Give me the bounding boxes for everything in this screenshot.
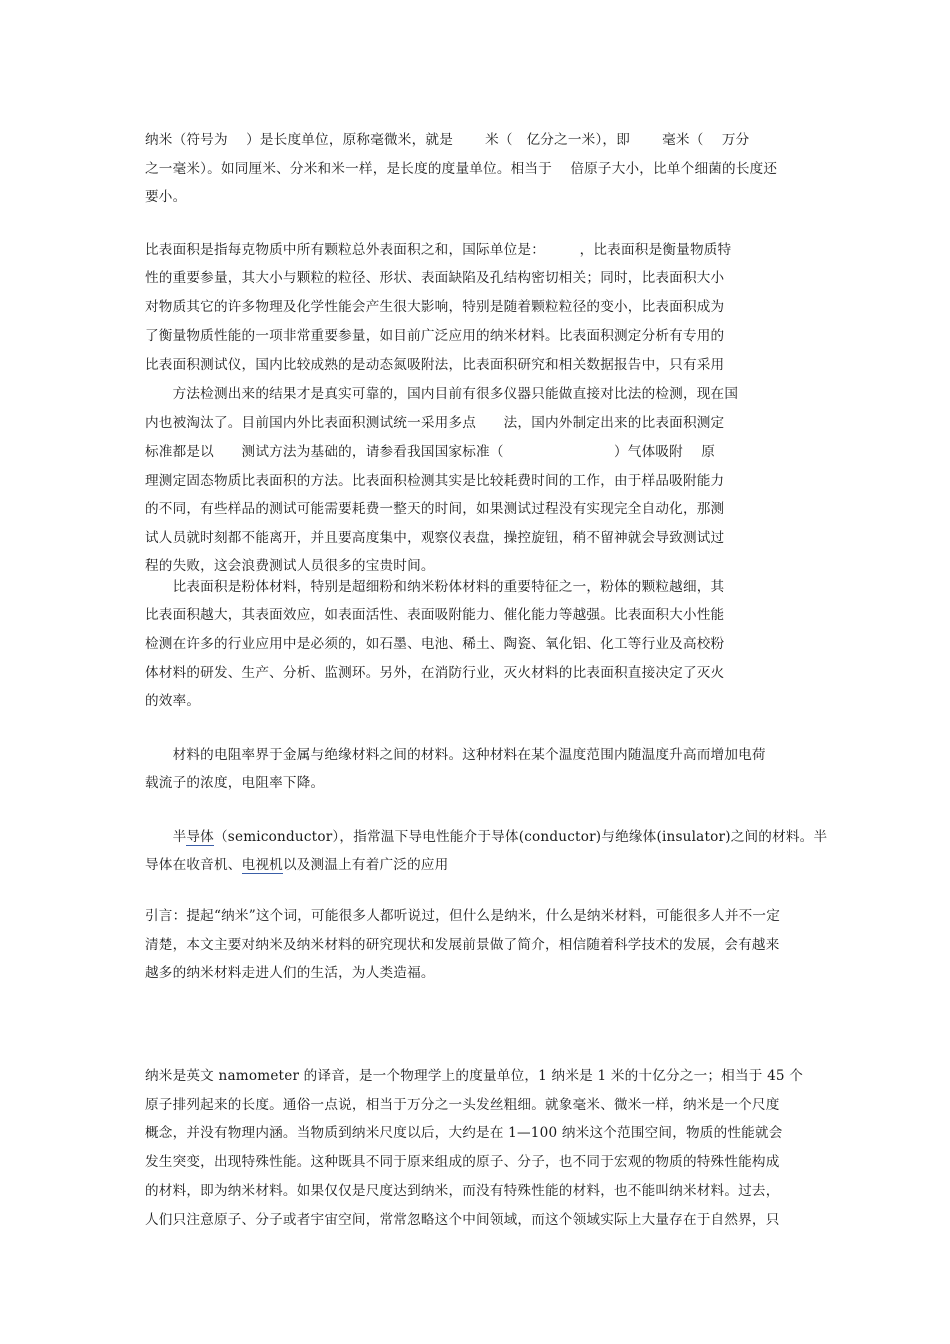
text-line: 比表面积是指每克物质中所有颗粒总外表面积之和，国际单位是： ，比表面积是衡量物质特 — [145, 242, 732, 258]
semiconductor-link[interactable]: 导体 — [186, 829, 214, 845]
text-line: 的不同，有些样品的测试可能需要耗费一整天的时间，如果测试过程没有实现完全自动化，那测 — [145, 501, 725, 517]
text-line: 材料的电阻率界于金属与绝缘材料之间的材料。这种材料在某个温度范围内随温度升高而增加电荷 — [145, 747, 766, 763]
text-line: 标准都是以 测试方法为基础的，请参看我国国家标准（ ）气体吸附 原 — [145, 444, 716, 460]
text-run: （semiconductor），指常温下导电性能介于导体(conductor)与绝缘体(insulator)之间的材料。半 — [213, 829, 828, 845]
text-line: 内也被淘汰了。目前国内外比表面积测试统一采用多点 法，国内外制定出来的比表面积测定 — [145, 415, 725, 431]
text-line: 检测在许多的行业应用中是必须的，如石墨、电池、稀土、陶瓷、氧化铝、化工等行业及高校粉 — [145, 636, 725, 652]
text-line — [145, 855, 448, 875]
text-line: 方法检测出来的结果才是真实可靠的，国内目前有很多仪器只能做直接对比法的检测，现在国 — [145, 386, 739, 402]
text-line: 纳米（符号为 ）是长度单位，原称毫微米，就是 米（ 亿分之一米），即 毫米（ 万分 — [145, 132, 750, 148]
text-line: 体材料的研发、生产、分析、监测环。另外，在消防行业，灭火材料的比表面积直接决定了灭火 — [145, 665, 725, 681]
text-line: 的材料，即为纳米材料。如果仅仅是尺度达到纳米，而没有特殊性能的材料，也不能叫纳米材料。过去， — [145, 1183, 780, 1199]
text-line: 比表面积越大，其表面效应，如表面活性、表面吸附能力、催化能力等越强。比表面积大小性能 — [145, 607, 725, 623]
text-line: 对物质其它的许多物理及化学性能会产生很大影响，特别是随着颗粒粒径的变小，比表面积成为 — [145, 299, 725, 315]
text-run: 半 — [145, 829, 187, 845]
text-run: 以及测温上有着广泛的应用 — [282, 857, 449, 873]
text-line: 试人员就时刻都不能离开，并且要高度集中，观察仪表盘，操控旋钮，稍不留神就会导致测试过 — [145, 530, 725, 546]
text-line: 比表面积是粉体材料，特别是超细粉和纳米粉体材料的重要特征之一，粉体的颗粒越细，其 — [145, 579, 725, 595]
text-line: 纳米是英文 namometer 的译音，是一个物理学上的度量单位，1 纳米是 1 米的十亿分之一；相当于 45 个 — [145, 1068, 804, 1084]
text-line: 性的重要参量，其大小与颗粒的粒径、形状、表面缺陷及孔结构密切相关；同时，比表面积大小 — [145, 270, 725, 286]
text-run: 导体在收音机、 — [145, 857, 242, 873]
text-line: 人们只注意原子、分子或者宇宙空间，常常忽略这个中间领域，而这个领域实际上大量存在于自然界，只 — [145, 1212, 780, 1228]
text-line: 原子排列起来的长度。通俗一点说，相当于万分之一头发丝粗细。就象毫米、微米一样，纳米是一个尺度 — [145, 1097, 780, 1113]
text-line: 程的失败，这会浪费测试人员很多的宝贵时间。 — [145, 558, 435, 574]
text-line: 之一毫米）。如同厘米、分米和米一样，是长度的度量单位。相当于 倍原子大小，比单个细菌的长度还 — [145, 161, 778, 177]
text-line: 的效率。 — [145, 693, 201, 709]
text-line: 清楚，本文主要对纳米及纳米材料的研究现状和发展前景做了简介，相信随着科学技术的发展，会有越来 — [145, 937, 780, 953]
text-line: 比表面积测试仪，国内比较成熟的是动态氮吸附法，比表面积研究和相关数据报告中，只有采用 — [145, 357, 725, 373]
television-link[interactable]: 电视机 — [241, 857, 283, 873]
text-line: 引言：提起“纳米”这个词，可能很多人都听说过，但什么是纳米，什么是纳米材料，可能很多人并不一定 — [145, 908, 781, 924]
text-line: 理测定固态物质比表面积的方法。比表面积检测其实是比较耗费时间的工作，由于样品吸附能力 — [145, 473, 725, 489]
text-line: 要小。 — [145, 189, 187, 205]
text-line — [145, 827, 827, 847]
text-line: 了衡量物质性能的一项非常重要参量，如目前广泛应用的纳米材料。比表面积测定分析有专用的 — [145, 328, 725, 344]
text-line: 发生突变，出现特殊性能。这种既具不同于原来组成的原子、分子，也不同于宏观的物质的特殊性能构成 — [145, 1154, 780, 1170]
text-line: 越多的纳米材料走进人们的生活，为人类造福。 — [145, 965, 435, 981]
text-line: 概念，并没有物理内涵。当物质到纳米尺度以后，大约是在 1—100 纳米这个范围空间，物质的性能就会 — [145, 1125, 783, 1141]
text-line: 载流子的浓度，电阻率下降。 — [145, 775, 325, 791]
